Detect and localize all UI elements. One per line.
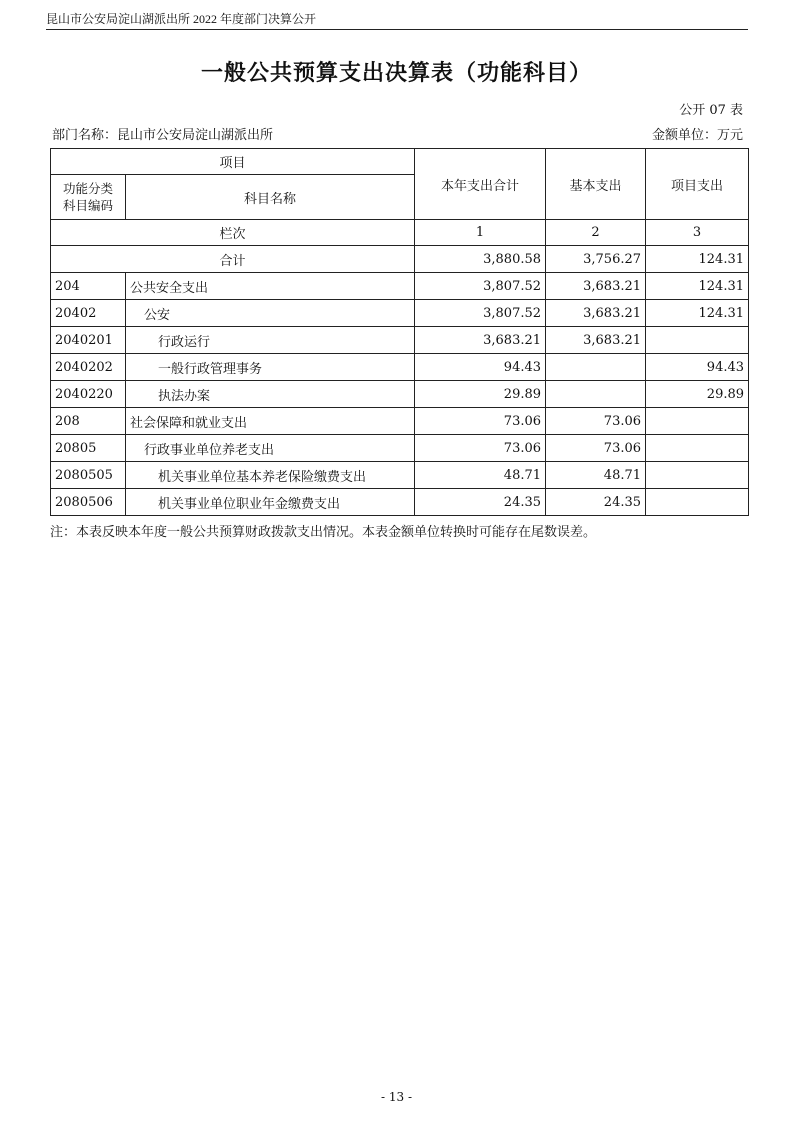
table-row <box>51 381 749 408</box>
header-project: 项目支出 <box>646 149 749 220</box>
row-basic: 3,683.21 <box>546 273 646 300</box>
total-basic: 3,756.27 <box>546 246 646 273</box>
row-total: 73.06 <box>415 435 546 462</box>
row-basic <box>546 381 646 408</box>
row-project <box>646 462 749 489</box>
row-code: 208 <box>51 408 126 435</box>
table-row <box>51 327 749 354</box>
header-item: 项目 <box>51 149 415 175</box>
row-code: 2040201 <box>51 327 126 354</box>
total-row <box>51 246 749 273</box>
amount-unit: 金额单位：万元 <box>651 128 743 143</box>
row-total: 3,807.52 <box>415 300 546 327</box>
row-project <box>646 408 749 435</box>
row-name: 机关事业单位基本养老保险缴费支出 <box>126 462 415 489</box>
total-amount: 3,880.58 <box>415 246 546 273</box>
column-index-row <box>51 220 749 246</box>
column-index-1: 1 <box>415 220 546 246</box>
row-code: 2080506 <box>51 489 126 516</box>
row-basic: 73.06 <box>546 408 646 435</box>
row-basic: 24.35 <box>546 489 646 516</box>
total-project: 124.31 <box>646 246 749 273</box>
row-code: 2040220 <box>51 381 126 408</box>
row-basic <box>546 354 646 381</box>
row-basic: 73.06 <box>546 435 646 462</box>
row-name: 机关事业单位职业年金缴费支出 <box>126 489 415 516</box>
table-code: 公开 07 表 <box>679 103 743 118</box>
row-basic: 48.71 <box>546 462 646 489</box>
table-note: 注：本表反映本年度一般公共预算财政拨款支出情况。本表金额单位转换时可能存在尾数误差。 <box>50 525 597 540</box>
table-row <box>51 273 749 300</box>
row-name: 行政运行 <box>126 327 415 354</box>
row-name: 公安 <box>126 300 415 327</box>
row-total: 48.71 <box>415 462 546 489</box>
column-index-2: 2 <box>546 220 646 246</box>
row-code: 20805 <box>51 435 126 462</box>
table-row <box>51 462 749 489</box>
column-index-3: 3 <box>646 220 749 246</box>
row-project: 29.89 <box>646 381 749 408</box>
table-row <box>51 300 749 327</box>
row-total: 3,683.21 <box>415 327 546 354</box>
row-code: 20402 <box>51 300 126 327</box>
row-total: 94.43 <box>415 354 546 381</box>
header-code-line1: 功能分类 <box>62 181 113 196</box>
row-name: 执法办案 <box>126 381 415 408</box>
table-row <box>51 435 749 462</box>
row-code: 204 <box>51 273 126 300</box>
table-row <box>51 489 749 516</box>
row-project <box>646 489 749 516</box>
column-index-label: 栏次 <box>51 220 415 246</box>
header-row-item <box>51 149 749 175</box>
row-project: 124.31 <box>646 273 749 300</box>
header-code-line2: 科目编码 <box>62 198 113 213</box>
row-total: 73.06 <box>415 408 546 435</box>
row-project: 124.31 <box>646 300 749 327</box>
row-project <box>646 435 749 462</box>
row-total: 29.89 <box>415 381 546 408</box>
row-total: 3,807.52 <box>415 273 546 300</box>
header-total: 本年支出合计 <box>415 149 546 220</box>
row-code: 2040202 <box>51 354 126 381</box>
table-row <box>51 354 749 381</box>
budget-table <box>50 148 749 516</box>
running-header: 昆山市公安局淀山湖派出所 2022 年度部门决算公开 <box>46 12 317 26</box>
header-divider <box>46 29 748 30</box>
row-project: 94.43 <box>646 354 749 381</box>
row-name: 行政事业单位养老支出 <box>126 435 415 462</box>
row-project <box>646 327 749 354</box>
row-basic: 3,683.21 <box>546 300 646 327</box>
row-name: 公共安全支出 <box>126 273 415 300</box>
department-name: 部门名称：昆山市公安局淀山湖派出所 <box>52 128 274 143</box>
row-total: 24.35 <box>415 489 546 516</box>
header-basic: 基本支出 <box>546 149 646 220</box>
table-row <box>51 408 749 435</box>
page-number: - 13 - <box>380 1090 412 1104</box>
total-label: 合计 <box>51 246 415 273</box>
page-title: 一般公共预算支出决算表（功能科目） <box>200 61 592 86</box>
header-subject-name: 科目名称 <box>126 175 415 220</box>
row-name: 一般行政管理事务 <box>126 354 415 381</box>
header-code <box>51 175 126 220</box>
row-name: 社会保障和就业支出 <box>126 408 415 435</box>
row-basic: 3,683.21 <box>546 327 646 354</box>
row-code: 2080505 <box>51 462 126 489</box>
